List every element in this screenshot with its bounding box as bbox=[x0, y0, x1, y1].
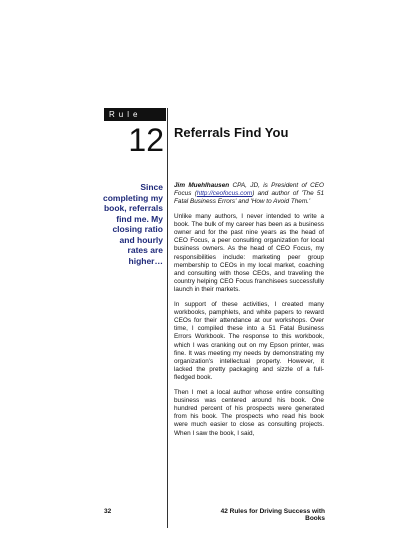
body-paragraph: In support of these activities, I created many workbooks, pamphlets, and white papers to reward CEOs for their attendance at our workshops. Over time, I compiled these into a 51 Fatal Business Errors Workbook. The response to this workbook, which I was cranking out on my Epson printer, was fine. It was meeting my needs by demonstrating my organization's intellectual property. However, it lacked the pretty packaging and sizzle of a full-fledged book. bbox=[174, 300, 324, 382]
intro-after-link: ) and author of 'The 51 Fatal Business Errors' and 'How to Avoid Them.' bbox=[174, 190, 324, 206]
body-paragraph: Then I met a local author whose entire consulting business was centered around his book. One hundred percent of his prospects were generated from his book. The prospects who read his book were much easier to close as consulting projects. When I saw the book, I said, bbox=[174, 388, 324, 437]
rule-number: 12 bbox=[128, 122, 164, 158]
pull-quote: Since completing my book, referrals find me. My closing ratio and hourly rates are higher… bbox=[103, 182, 163, 266]
footer-book-title: 42 Rules for Driving Success with Books bbox=[220, 508, 325, 522]
ceofocus-link[interactable]: http://ceofocus.com bbox=[196, 190, 253, 198]
intro-credentials: CPA, JD, is President of CEO Focus ( bbox=[174, 182, 324, 198]
intro-paragraph bbox=[174, 182, 324, 207]
page-number: 32 bbox=[104, 508, 112, 515]
body-paragraph: Unlike many authors, I never intended to write a book. The bulk of my career has been as a business owner and for the past nine years as the head of CEO Focus, a peer consulting organization for local business owners. As the head of CEO Focus, my responsibilities include: marketing peer group membership to CEOs in my local market, coaching and consulting with those CEOs, and traveling the country helping CEO Focus franchisees successfully launch in their markets. bbox=[174, 212, 324, 294]
chapter-title: Referrals Find You bbox=[174, 125, 289, 140]
body-text bbox=[174, 182, 324, 444]
author-name: Jim Muehlhausen bbox=[174, 182, 230, 189]
vertical-divider bbox=[167, 108, 168, 528]
rule-label: Rule bbox=[104, 108, 166, 121]
